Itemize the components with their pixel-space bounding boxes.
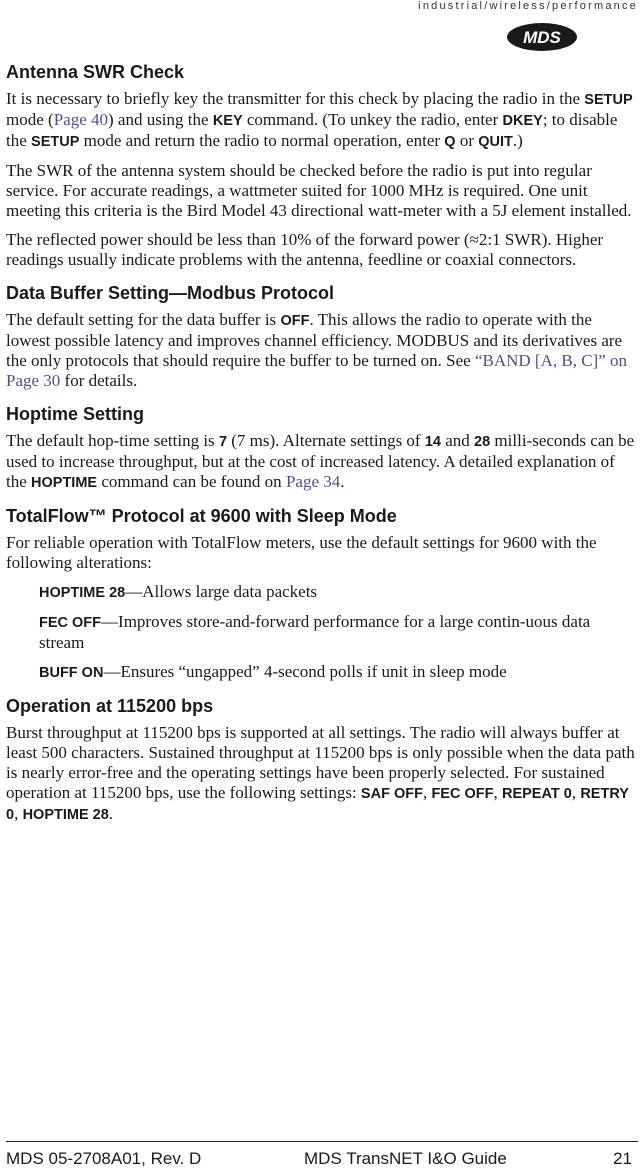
section-data-buffer: [6, 283, 638, 391]
command: SETUP: [584, 92, 633, 108]
paragraph: The default hop-time setting is 7 (7 ms). Alternate settings of 14 and 28 milli-seconds can be used to increase throughput, but at the cost of increased latency. A detailed explanation of the HOPTIME command can be found on Page 34.: [6, 431, 635, 491]
page-link[interactable]: “BAND [A, B, C]” on Page 30: [6, 351, 628, 390]
section-title: Operation at 115200 bps: [6, 696, 214, 716]
command: 14: [424, 434, 441, 450]
command: OFF: [280, 313, 310, 329]
command: DKEY: [502, 113, 543, 129]
page-footer: [6, 1141, 638, 1168]
brand-tagline: industrial/wireless/performance: [418, 0, 638, 12]
command: 28: [474, 434, 491, 450]
command: HOPTIME 28: [22, 807, 109, 823]
command: REPEAT 0: [501, 786, 572, 802]
command: FEC OFF: [39, 615, 102, 631]
section-totalflow: [6, 506, 638, 683]
logo-text: MDS: [523, 28, 561, 47]
page-content: [6, 62, 638, 838]
section-title: Hoptime Setting: [6, 404, 144, 424]
page-number: 21: [613, 1149, 632, 1168]
list-item: HOPTIME 28—Allows large data packets: [39, 582, 318, 601]
guide-title: MDS TransNET I&O Guide: [304, 1149, 507, 1168]
section-115200: [6, 696, 638, 825]
page-link[interactable]: Page 34: [285, 472, 341, 491]
mds-logo: [506, 22, 578, 52]
paragraph: For reliable operation with TotalFlow meters, use the default settings for 9600 with the following alterations:: [6, 533, 597, 572]
paragraph: The SWR of the antenna system should be checked before the radio is put into regular service. For accurate readings, a wattmeter suited for 1000 MHz is required. One unit meeting this criteria is the Bird Model 43 directional watt-meter with a 5J element installed.: [6, 161, 632, 220]
paragraph: The reflected power should be less than 10% of the forward power (≈2:1 SWR). Higher readings usually indicate problems with the antenna, feedline or coaxial connectors.: [6, 230, 604, 269]
list-item: BUFF ON—Ensures “ungapped” 4-second polls if unit in sleep mode: [39, 662, 507, 681]
paragraph: It is necessary to briefly key the transmitter for this check by placing the radio in the SETUP mode (Page 40) and using the KEY command. (To unkey the radio, enter DKEY; to disable the SETUP mode and return the radio to normal operation, enter Q or QUIT.): [6, 89, 633, 150]
command: SAF OFF: [360, 786, 423, 802]
command: HOPTIME: [31, 475, 98, 491]
section-hoptime: [6, 404, 638, 493]
command: BUFF ON: [39, 665, 104, 681]
command: Q: [444, 134, 456, 150]
command: FEC OFF: [431, 786, 494, 802]
section-title: Antenna SWR Check: [6, 62, 185, 82]
paragraph: The default setting for the data buffer is OFF. This allows the radio to operate with the lowest possible latency and improves channel efficiency. MODBUS and its derivatives are the only protocols that should require the buffer to be turned on. See “BAND [A, B, C]” on Page 30 for details.: [6, 310, 628, 390]
page-link[interactable]: Page 40: [53, 110, 108, 129]
section-title: Data Buffer Setting—Modbus Protocol: [6, 283, 334, 303]
command: QUIT: [478, 134, 513, 150]
command: HOPTIME 28: [39, 585, 126, 601]
command: KEY: [212, 113, 243, 129]
command: RETRY 0: [6, 786, 629, 823]
section-title: TotalFlow™ Protocol at 9600 with Sleep Mode: [6, 506, 397, 526]
command: SETUP: [31, 134, 80, 150]
list-item: FEC OFF—Improves store-and-forward performance for a large contin-uous data stream: [39, 612, 591, 652]
paragraph: Burst throughput at 115200 bps is supported at all settings. The radio will always buffer at least 500 characters. Sustained throughput at 115200 bps is only possible when the data path is nearly error-free and the operating settings have been properly selected. For sustained operation at 115200 bps, use the following settings: SAF OFF, FEC OFF, REPEAT 0, RETRY 0, HOPTIME 28.: [6, 723, 635, 823]
doc-number: MDS 05-2708A01, Rev. D: [6, 1149, 202, 1168]
command: 7: [218, 434, 228, 450]
section-antenna-swr: [6, 62, 638, 270]
